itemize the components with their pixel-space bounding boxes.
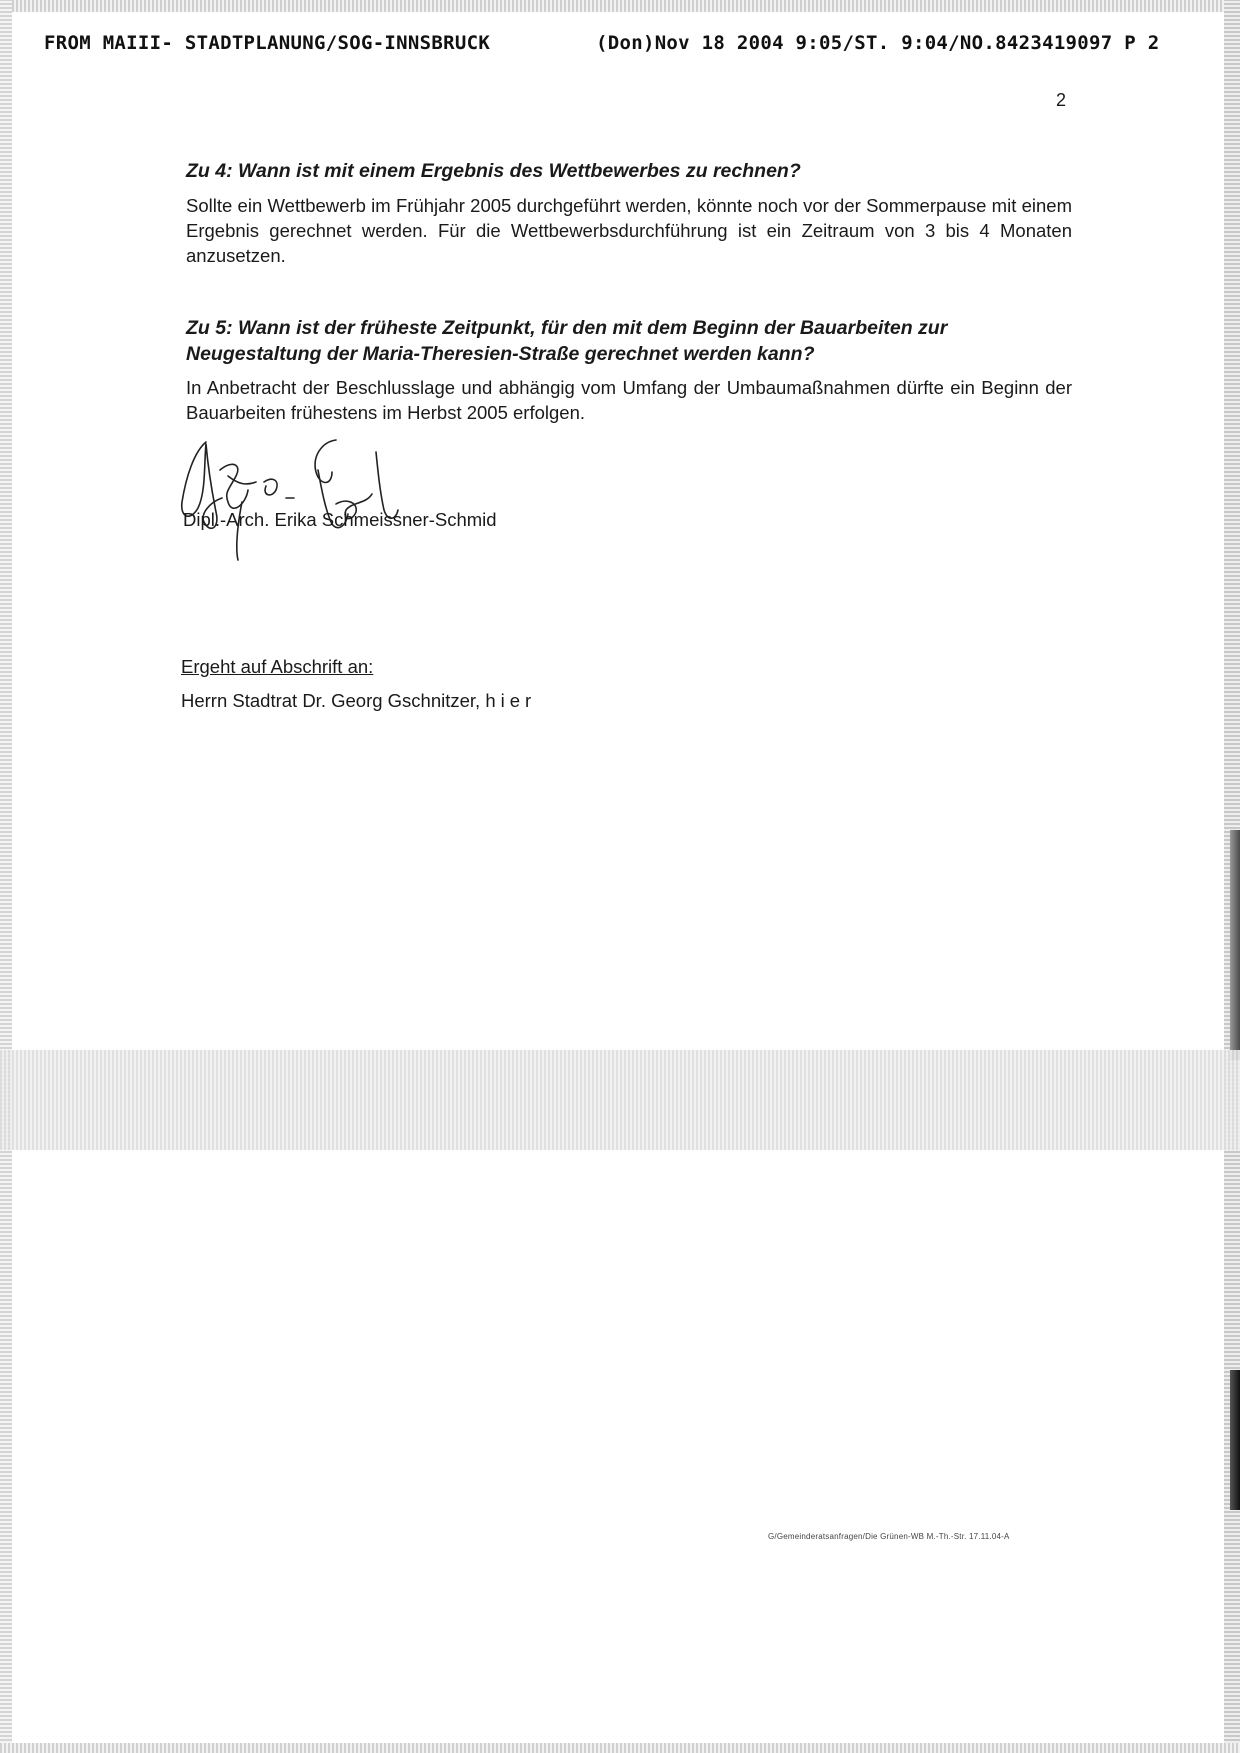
scan-border-left [0, 0, 12, 1753]
fax-transmission-info: (Don)Nov 18 2004 9:05/ST. 9:04/NO.8423419097 P 2 [596, 32, 1160, 54]
answer-5: In Anbetracht der Beschlusslage und abhängig vom Umfang der Umbaumaßnahmen dürfte ein Beginn der Bauarbeiten frühestens im Herbst 2005 erfolgen. [186, 377, 1072, 423]
question-5: Zu 5: Wann ist der früheste Zeitpunkt, für den mit dem Beginn der Bauarbeiten zur Neugestaltung der Maria-Theresien-Straße gerechnet werden kann? [186, 317, 948, 365]
footer-file-path: G/Gemeinderatsanfragen/Die Grünen-WB M.-Th.-Str. 17.11.04-A [768, 1532, 1010, 1541]
recipient-name: Herrn Stadtrat Dr. Georg Gschnitzer, [181, 690, 481, 711]
scan-border-bottom [0, 1743, 1240, 1753]
handwritten-signature [176, 432, 466, 562]
scan-border-top [0, 0, 1240, 12]
question-4: Zu 4: Wann ist mit einem Ergebnis des Wettbewerbes zu rechnen? [186, 160, 801, 182]
recipient-suffix: hier [485, 690, 537, 711]
signatory-name: Dipl.-Arch. Erika Schmeissner-Schmid [183, 509, 497, 530]
scan-shadow-right-lower [1230, 1370, 1240, 1510]
answer-4: Sollte ein Wettbewerb im Frühjahr 2005 durchgeführt werden, könnte noch vor der Sommerpause mit einem Ergebnis gerechnet werden. Für die Wettbewerbsdurchführung ist ein Zeitraum von 3 bis 4 Monaten anzusetzen. [186, 195, 1072, 266]
copy-to-heading: Ergeht auf Abschrift an: [181, 656, 374, 677]
page-number: 2 [1056, 90, 1067, 110]
scan-band [0, 1050, 1240, 1150]
scan-shadow-right-upper [1230, 830, 1240, 1060]
fax-sender: FROM MAIII- STADTPLANUNG/SOG-INNSBRUCK [44, 32, 491, 54]
copy-to-recipient [181, 690, 536, 712]
